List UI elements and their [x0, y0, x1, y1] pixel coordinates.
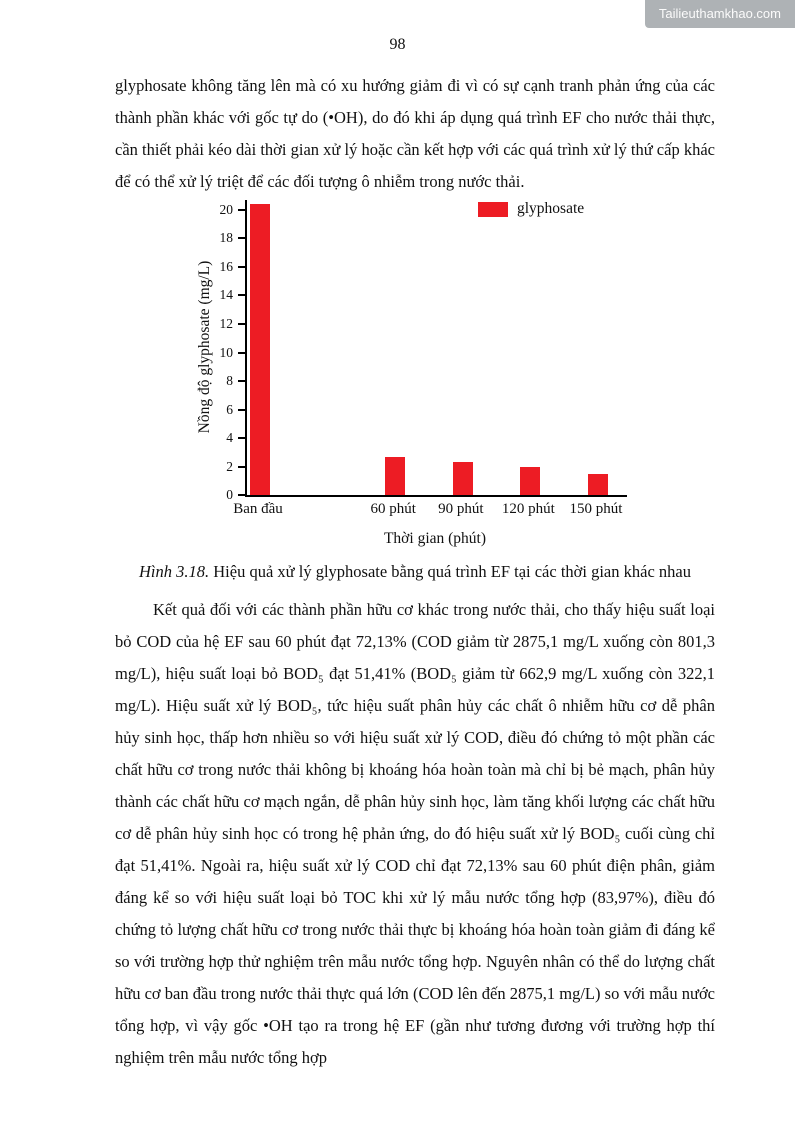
body-paragraph: Kết quả đối với các thành phần hữu cơ khác trong nước thải, cho thấy hiệu suất loại bỏ COD của hệ EF sau 60 phút đạt 72,13% (COD giảm từ 2875,1 mg/L xuống còn 801,3 mg/L), hiệu suất loại bỏ BOD₅ đạt 51,41% (BOD₅ giảm từ 662,9 mg/L xuống còn 322,1 mg/L). Hiệu suất xử lý BOD₅, tức hiệu suất phân hủy các chất ô nhiễm hữu cơ dễ phân hủy sinh học, thấp hơn nhiều so với hiệu suất xử lý COD, điều đó chứng tỏ một phần các chất hữu cơ trong nước thải không bị khoáng hóa hoàn toàn mà chỉ bị bẻ mạch, phân hủy thành các chất hữu cơ mạch ngắn, dễ phân hủy sinh học, làm tăng khối lượng các chất hữu cơ dễ phân hủy sinh học có trong hệ phản ứng, do đó hiệu suất xử lý BOD₅ cuối cùng chỉ đạt 51,41%. Ngoài ra, hiệu suất xử lý COD chỉ đạt 72,13% sau 60 phút điện phân, giảm đáng kể so với hiệu suất loại bỏ TOC khi xử lý mẫu nước tổng hợp (83,97%), điều đó chứng tỏ lượng chất hữu cơ trong nước thải thực bị khoáng hóa hoàn toàn giảm đi đáng kể so với trường hợp thử nghiệm trên mẫu nước tổng hợp. Nguyên nhân có thể do lượng chất hữu cơ ban đầu trong nước thải thực quá lớn (COD lên đến 2875,1 mg/L) so với mẫu nước tổng hợp, vì vậy gốc •OH tạo ra trong hệ EF (gần như tương đương với trường hợp thí nghiệm trên mẫu nước tổng hợp	[115, 600, 715, 1067]
figure-caption-text: Hiệu quả xử lý glyphosate bằng quá trình EF tại các thời gian khác nhau	[209, 562, 691, 581]
body-paragraph-continued: glyphosate không tăng lên mà có xu hướng giảm đi vì có sự cạnh tranh phản ứng của các thành phần khác với gốc tự do (•OH), do đó khi áp dụng quá trình EF cho nước thải thực, cần thiết phải kéo dài thời gian xử lý hoặc cần kết hợp với các quá trình xử lý thứ cấp khác để có thể xử lý triệt để các đối tượng ô nhiễm trong nước thải.	[115, 76, 715, 191]
y-tick-mark	[238, 494, 246, 496]
y-tick-label: 16	[219, 258, 233, 274]
y-tick-label: 6	[226, 401, 233, 417]
y-tick-label: 14	[219, 287, 233, 303]
x-tick-label: 120 phút	[501, 501, 555, 517]
chart-legend	[478, 200, 584, 218]
y-tick-label: 20	[219, 201, 233, 217]
y-tick-label: 0	[226, 487, 233, 502]
y-tick-label: 18	[219, 230, 233, 246]
y-tick-label: 12	[219, 316, 233, 331]
legend-label: glyphosate	[517, 200, 585, 217]
y-tick-mark	[238, 380, 246, 382]
legend-swatch	[478, 202, 508, 217]
x-tick-label: 60 phút	[370, 501, 416, 517]
y-tick-mark	[238, 266, 246, 268]
x-tick-label: Ban đầu	[233, 501, 283, 517]
figure-chart	[115, 200, 715, 552]
chart-bar	[453, 462, 473, 495]
figure-caption-label: Hình 3.18.	[139, 562, 210, 581]
chart-x-axis-label: Thời gian (phút)	[383, 530, 487, 547]
y-tick-label: 2	[226, 458, 233, 474]
y-tick-mark	[238, 237, 246, 239]
watermark: Tailieuthamkhao.com	[645, 0, 795, 28]
chart-bar	[520, 467, 540, 496]
chart-bar	[250, 204, 270, 495]
y-tick-mark	[238, 294, 246, 296]
y-tick-label: 10	[219, 344, 233, 360]
y-tick-mark	[238, 409, 246, 411]
chart-y-axis-label-text: Nồng độ glyphosate (mg/L)	[196, 260, 213, 434]
y-tick-mark	[238, 466, 246, 468]
x-tick-label: 150 phút	[569, 501, 623, 517]
y-tick-mark	[238, 209, 246, 211]
y-tick-mark	[238, 437, 246, 439]
y-tick-mark	[238, 323, 246, 325]
chart-x-tick-labels	[233, 501, 625, 523]
y-tick-label: 4	[226, 430, 233, 445]
figure-caption	[115, 562, 715, 582]
y-tick-label: 8	[226, 373, 233, 388]
x-tick-label: 90 phút	[438, 501, 484, 517]
chart-plot	[219, 200, 627, 502]
chart-bar	[588, 474, 608, 495]
y-tick-mark	[238, 352, 246, 354]
chart-bar	[385, 457, 405, 495]
page-number: 98	[389, 36, 406, 53]
page-content	[115, 70, 715, 1074]
